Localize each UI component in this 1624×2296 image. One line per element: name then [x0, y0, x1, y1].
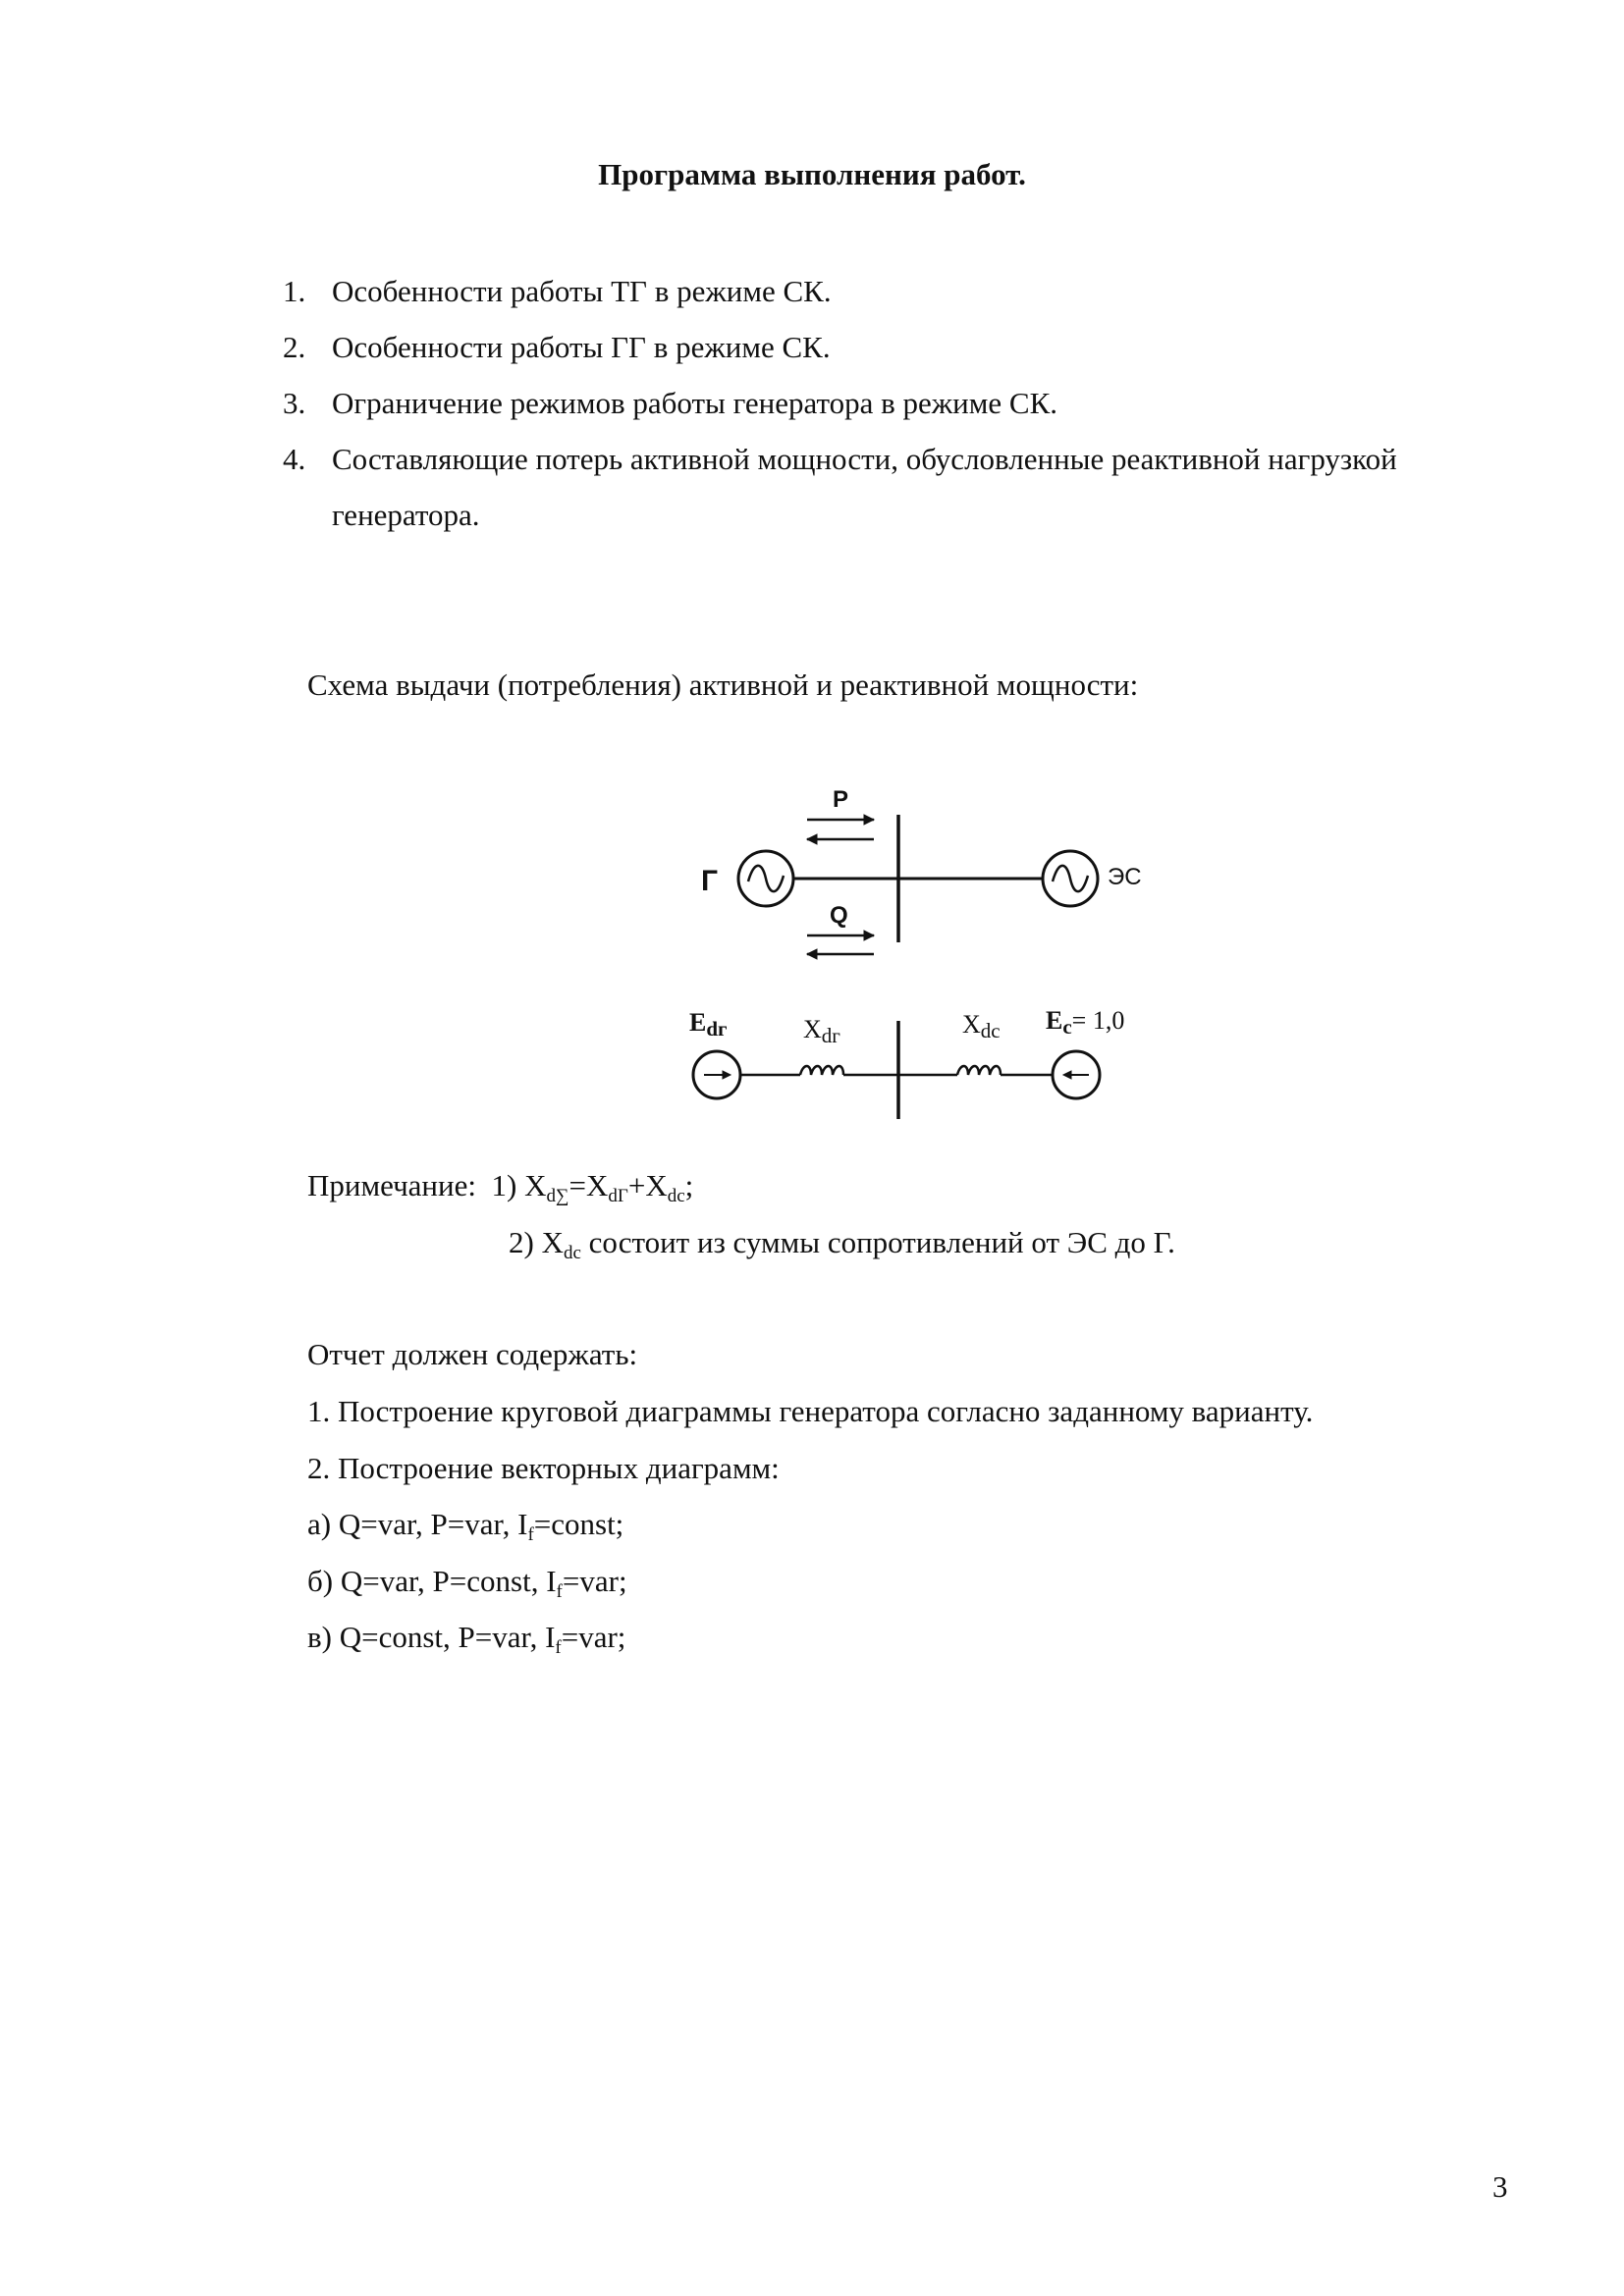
list-item-text: Ограничение режимов работы генератора в режиме СК.	[332, 386, 1058, 420]
list-item	[283, 431, 1520, 543]
report-subitem-b	[307, 1564, 627, 1602]
sine-wave-icon	[748, 866, 784, 891]
arrow-right-icon	[864, 931, 874, 940]
subitem-text: б) Q=var, P=const, I	[307, 1564, 557, 1598]
list-item	[283, 263, 1520, 319]
label-xdg: Xdг	[803, 1015, 840, 1047]
list-item-text: Особенности работы ТГ в режиме СК.	[332, 274, 832, 308]
note-text: ;	[684, 1168, 694, 1202]
note-text: состоит из суммы сопротивлений от ЭС до Г.	[588, 1225, 1175, 1259]
subitem-text: в) Q=const, P=var, I	[307, 1620, 556, 1654]
label-p: P	[833, 786, 849, 813]
arrow-right-icon	[723, 1071, 731, 1079]
inductor-xdg	[800, 1066, 843, 1075]
report-heading: Отчет должен содержать:	[307, 1337, 638, 1371]
note-subscript: dГ	[608, 1186, 628, 1206]
label-generator: Г	[701, 865, 719, 897]
arrow-right-icon	[864, 815, 874, 825]
list-item-number: 1.	[283, 274, 306, 308]
report-subitem-c	[307, 1620, 626, 1658]
note-number: 1)	[491, 1168, 517, 1202]
inductor-xdc	[957, 1066, 1001, 1075]
report-subitem-a	[307, 1507, 624, 1545]
list-item-text: Составляющие потерь активной мощности, обусловленные реактивной нагрузкой генератора.	[332, 442, 1397, 532]
label-ec: Ec= 1,0	[1046, 1006, 1125, 1039]
subitem-text: =const;	[533, 1507, 624, 1541]
list-item-text: Особенности работы ГГ в режиме СК.	[332, 330, 831, 364]
label-q: Q	[830, 902, 848, 929]
note-number: 2)	[509, 1225, 534, 1259]
page-number: 3	[1492, 2169, 1508, 2204]
note-line-2	[509, 1225, 1175, 1263]
note-text: +X	[627, 1168, 668, 1202]
note-text: X	[541, 1225, 564, 1259]
label-edg: Edг	[689, 1008, 728, 1041]
subitem-subscript: f	[555, 1637, 562, 1658]
label-xdc: Xdc	[962, 1010, 1001, 1042]
subitem-subscript: f	[556, 1581, 563, 1602]
note-label: Примечание:	[307, 1168, 476, 1202]
arrow-left-icon	[807, 834, 817, 844]
page-title: Программа выполнения работ.	[598, 157, 1026, 191]
list-item-number: 4.	[283, 442, 306, 476]
subitem-text: =var;	[561, 1620, 626, 1654]
note-subscript: d∑	[546, 1186, 569, 1206]
report-item-2: 2. Построение векторных диаграмм:	[307, 1451, 780, 1485]
scheme-caption: Схема выдачи (потребления) активной и реактивной мощности:	[307, 667, 1139, 702]
list-item-number: 3.	[283, 386, 306, 420]
subitem-subscript: f	[527, 1524, 534, 1545]
note-subscript: dc	[563, 1243, 581, 1263]
note-text: X	[524, 1168, 547, 1202]
list-item	[283, 319, 1520, 375]
list-item-number: 2.	[283, 330, 306, 364]
subitem-text: =var;	[562, 1564, 627, 1598]
arrow-left-icon	[807, 949, 817, 959]
sine-wave-icon	[1053, 866, 1088, 891]
report-item-1: 1. Построение круговой диаграммы генератора согласно заданному варианту.	[307, 1394, 1314, 1428]
note-text: =X	[568, 1168, 609, 1202]
power-scheme-diagram	[677, 780, 1168, 1119]
note-subscript: dc	[667, 1186, 685, 1206]
label-power-system: ЭС	[1108, 864, 1142, 890]
subitem-text: а) Q=var, P=var, I	[307, 1507, 528, 1541]
note-line-1	[307, 1168, 694, 1206]
list-item	[283, 375, 1520, 431]
work-program-list	[283, 263, 1520, 543]
arrow-left-icon	[1063, 1071, 1071, 1079]
